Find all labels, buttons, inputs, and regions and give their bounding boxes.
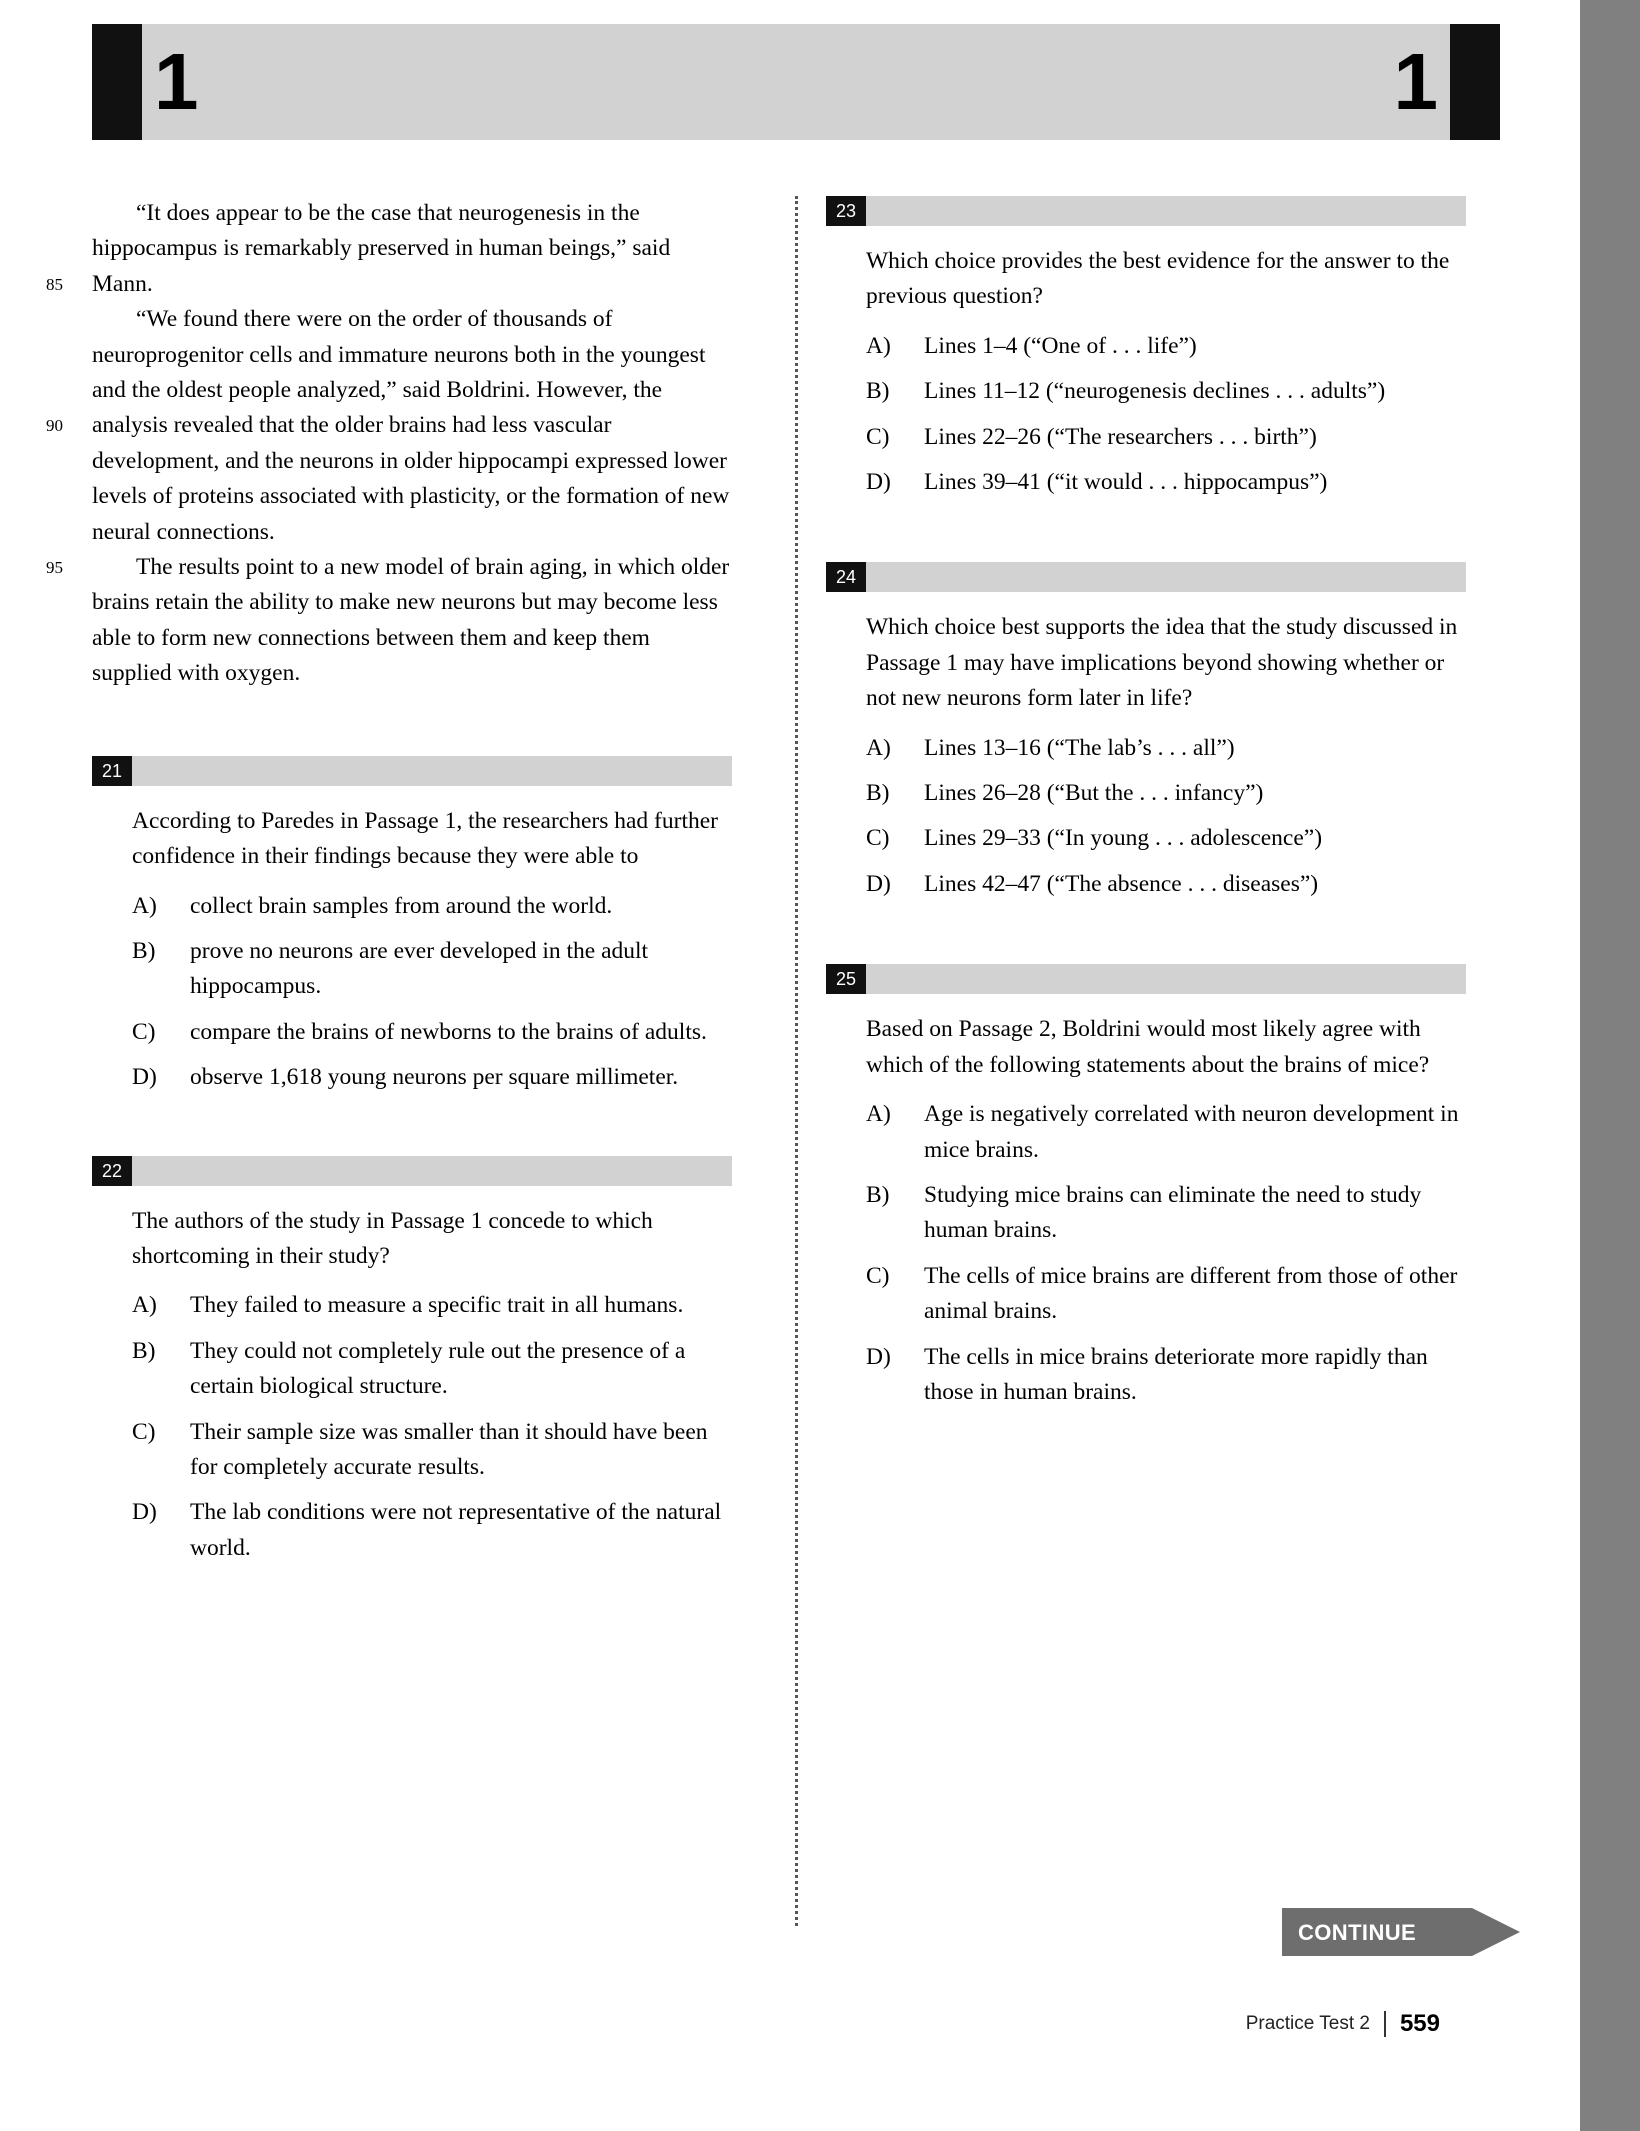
answer-choice[interactable] — [866, 374, 1466, 409]
question-stem: The authors of the study in Passage 1 concede to which shortcoming in their study? — [132, 1207, 653, 1269]
choice-label: D) — [132, 1064, 157, 1091]
choice-label: D) — [132, 1499, 157, 1526]
answer-choice[interactable] — [866, 420, 1466, 455]
answer-choice[interactable] — [132, 1060, 732, 1095]
choice-text: They failed to measure a specific trait in all humans. — [190, 1292, 684, 1319]
choice-label: B) — [132, 937, 156, 964]
answer-choice[interactable] — [866, 867, 1466, 902]
answer-choices — [866, 1097, 1466, 1410]
question-block-22 — [92, 1156, 732, 1567]
choice-text: The cells in mice brains deteriorate more rapidly than those in human brains. — [924, 1343, 1428, 1405]
footer-test-label: Practice Test 2 — [1245, 2013, 1370, 2034]
header-bar — [92, 24, 1500, 140]
answer-choice[interactable] — [866, 776, 1466, 811]
answer-choice[interactable] — [866, 821, 1466, 856]
left-column — [46, 196, 732, 1576]
passage-text — [46, 196, 732, 692]
question-block-24 — [826, 562, 1466, 902]
section-number-left: 1 — [154, 37, 199, 126]
question-block-21 — [92, 756, 732, 1096]
page-footer — [1246, 2010, 1440, 2038]
choice-label: A) — [866, 332, 891, 359]
choice-text: Age is negatively correlated with neuron development in mice brains. — [924, 1101, 1459, 1163]
answer-choices — [866, 329, 1466, 501]
choice-text: observe 1,618 young neurons per square millimeter. — [190, 1064, 679, 1091]
choice-text: The cells of mice brains are different from those of other animal brains. — [924, 1262, 1458, 1325]
section-header-banner — [92, 24, 1500, 140]
answer-choice[interactable] — [866, 329, 1466, 364]
choice-text: Lines 42–47 (“The absence . . . diseases”) — [924, 870, 1319, 897]
choice-label: D) — [866, 870, 891, 897]
choice-text: Lines 29–33 (“In young . . . adolescence”) — [924, 825, 1323, 852]
passage-paragraph: “It does appear to be the case that neurogenesis in the hippocampus is remarkably preserved in human beings,” said Mann. — [92, 200, 671, 297]
answer-choices — [132, 889, 732, 1096]
choice-text: Lines 11–12 (“neurogenesis declines . . . adults”) — [924, 378, 1386, 405]
answer-choice[interactable] — [132, 1015, 732, 1050]
right-column — [826, 196, 1466, 1420]
footer-divider — [1384, 2011, 1386, 2037]
header-block-left — [92, 24, 142, 140]
choice-label: D) — [866, 1343, 891, 1370]
question-block-23 — [826, 196, 1466, 500]
answer-choice[interactable] — [866, 1178, 1466, 1249]
column-divider — [795, 196, 798, 1926]
choice-text: Lines 39–41 (“it would . . . hippocampus”) — [924, 469, 1328, 496]
line-number-90: 90 — [46, 416, 63, 436]
choice-label: C) — [866, 825, 890, 852]
answer-choice[interactable] — [866, 465, 1466, 500]
choice-text: Lines 22–26 (“The researchers . . . birth”) — [924, 423, 1317, 450]
answer-choice[interactable] — [866, 1340, 1466, 1411]
continue-button[interactable] — [1282, 1908, 1522, 1956]
choice-label: A) — [866, 734, 891, 761]
choice-label: B) — [132, 1337, 156, 1364]
question-number: 23 — [826, 196, 866, 226]
question-stem: Which choice best supports the idea that the study discussed in Passage 1 may have implications beyond showing whether or not new neurons form later in life? — [866, 614, 1458, 712]
choice-text: Their sample size was smaller than it should have been for completely accurate results. — [190, 1418, 708, 1480]
question-number-bar — [826, 562, 1466, 592]
answer-choice[interactable] — [132, 934, 732, 1005]
choice-label: B) — [866, 1181, 890, 1208]
passage-paragraph: “We found there were on the order of thousands of neuroprogenitor cells and immature neurons both in the youngest and the oldest people analyzed,” said Boldrini. However, the analysis revealed that the older brains had less vascular development, and the neurons in older hippocampi expressed lower levels of proteins associated with plasticity, or the formation of new neural connections. — [92, 306, 730, 545]
answer-choice[interactable] — [132, 1288, 732, 1323]
answer-choice[interactable] — [132, 1495, 732, 1566]
question-number: 25 — [826, 964, 866, 994]
choice-label: C) — [132, 1018, 156, 1045]
right-gutter — [1580, 0, 1640, 2131]
question-number: 21 — [92, 756, 132, 786]
choice-text: Lines 1–4 (“One of . . . life”) — [924, 332, 1197, 359]
question-stem: Which choice provides the best evidence for the answer to the previous question? — [866, 248, 1450, 310]
choice-text: Studying mice brains can eliminate the need to study human brains. — [924, 1181, 1422, 1244]
header-block-right — [1450, 24, 1500, 140]
question-number: 24 — [826, 562, 866, 592]
answer-choice[interactable] — [866, 1259, 1466, 1330]
choice-label: B) — [866, 780, 890, 807]
question-number-bar — [92, 756, 732, 786]
question-stem: Based on Passage 2, Boldrini would most likely agree with which of the following statements about the brains of mice? — [866, 1016, 1430, 1078]
continue-button-label: CONTINUE — [1298, 1920, 1417, 1945]
choice-label: C) — [132, 1418, 156, 1445]
choice-label: C) — [866, 423, 890, 450]
choice-text: prove no neurons are ever developed in the adult hippocampus. — [190, 937, 649, 1000]
question-number-bar — [826, 196, 1466, 226]
question-block-25 — [826, 964, 1466, 1410]
choice-text: Lines 26–28 (“But the . . . infancy”) — [924, 780, 1264, 807]
choice-text: compare the brains of newborns to the brains of adults. — [190, 1018, 707, 1045]
question-number: 22 — [92, 1156, 132, 1186]
answer-choices — [132, 1288, 732, 1566]
answer-choices — [866, 731, 1466, 903]
section-number-right: 1 — [1393, 37, 1438, 126]
choice-label: B) — [866, 378, 890, 405]
arrow-right-icon — [1472, 1908, 1520, 1956]
question-number-bar — [92, 1156, 732, 1186]
answer-choice[interactable] — [866, 731, 1466, 766]
choice-text: Lines 13–16 (“The lab’s . . . all”) — [924, 734, 1235, 761]
line-number-95: 95 — [46, 558, 63, 577]
choice-label: D) — [866, 469, 891, 496]
footer-page-number: 559 — [1399, 2010, 1440, 2037]
choice-label: A) — [132, 892, 157, 919]
choice-label: C) — [866, 1262, 890, 1289]
choice-text: collect brain samples from around the world. — [190, 892, 613, 919]
choice-text: They could not completely rule out the presence of a certain biological structure. — [190, 1337, 686, 1400]
passage-paragraph: The results point to a new model of brain aging, in which older brains retain the ability to make new neurons but may become less able to form new connections between them and keep them supplied with oxygen. — [92, 554, 730, 687]
question-number-bar — [826, 964, 1466, 994]
answer-choice[interactable] — [866, 1097, 1466, 1168]
answer-choice[interactable] — [132, 1415, 732, 1486]
choice-label: A) — [132, 1292, 157, 1319]
line-number-85: 85 — [46, 274, 63, 294]
choice-text: The lab conditions were not representative of the natural world. — [190, 1499, 722, 1561]
answer-choice[interactable] — [132, 889, 732, 924]
answer-choice[interactable] — [132, 1334, 732, 1405]
choice-label: A) — [866, 1101, 891, 1128]
question-stem: According to Paredes in Passage 1, the researchers had further confidence in their findings because they were able to — [132, 807, 718, 870]
